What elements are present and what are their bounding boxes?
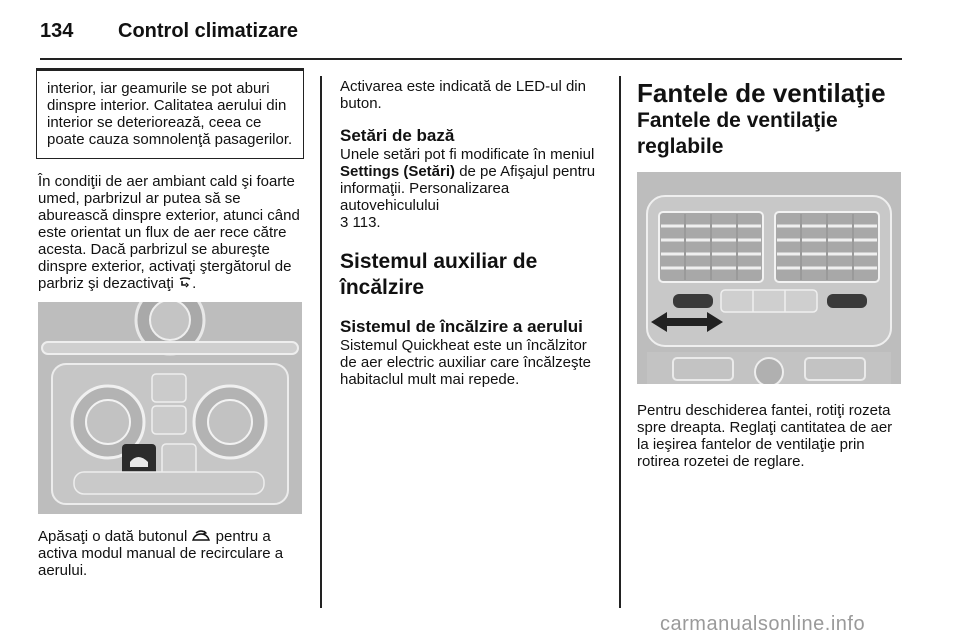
chapter-title: Control climatizare	[118, 20, 299, 42]
basic-settings-text-a: Unele setări pot fi modificate în meniul	[340, 146, 595, 163]
page-reference: 113.	[352, 214, 381, 231]
column-3	[637, 78, 905, 470]
windscreen-air-icon	[178, 276, 192, 290]
settings-menu-label: Settings (Setări)	[340, 163, 456, 180]
heading-basic-settings: Setări de bază	[340, 126, 455, 145]
heading-air-vents: Fantele de ventilaţie	[637, 78, 886, 108]
basic-settings-text-b: de pe Afişajul pentru informaţii. Personalizarea autovehiculului	[340, 163, 596, 214]
climate-control-panel-figure	[38, 302, 302, 514]
note-text: interior, iar geamurile se pot aburi dinspre interior. Calitatea aerului din interior se deteriorează, ceea ce poate cauza somnolenţă pasagerilor.	[47, 80, 293, 148]
recirculation-car-icon	[191, 530, 211, 543]
paragraph-recirculation-text-a: Apăsaţi o dată butonul	[38, 528, 188, 545]
note-box	[36, 68, 304, 159]
page-ref-arrow-icon: 3	[340, 214, 349, 231]
column-divider	[619, 76, 621, 608]
heading-adjustable-vents: Fantele de ventilaţie reglabile	[637, 109, 838, 158]
column-divider	[320, 76, 322, 608]
column-2	[340, 78, 605, 388]
paragraph-recirculation	[38, 528, 306, 579]
paragraph-recirculation-text-b: pentru a activa modul manual de recirculare a aerului.	[38, 528, 284, 579]
heading-air-heating: Sistemul de încălzire a aerului	[340, 317, 583, 336]
paragraph-windscreen: În condiţii de aer ambiant cald şi foarte umed, parbrizul ar putea să se aburească dinspre exterior, atunci când este orientat un flux de aer rece către acesta. Dacă parbrizul se abureşte dinspre exterior, activaţi ştergătorul de parbriz şi dezactivaţi .	[38, 173, 300, 292]
vents-paragraph: Pentru deschiderea fantei, rotiţi rozeta spre dreapta. Reglaţi cantitatea de aer la ieşirea fantelor de ventilaţie prin rotirea rozetei de reglare.	[637, 402, 893, 470]
page-header	[40, 16, 920, 56]
climate-panel-illustration	[38, 302, 302, 514]
header-rule	[40, 58, 902, 60]
rear-vents-illustration	[637, 172, 901, 384]
column-1	[38, 68, 306, 579]
led-paragraph: Activarea este indicată de LED-ul din buton.	[340, 78, 586, 112]
page-number: 134	[40, 20, 74, 42]
rear-vents-figure	[637, 172, 901, 384]
air-heating-paragraph: Sistemul Quickheat este un încălzitor de aer electric auxiliar care încălzeşte habitaclul mult mai repede.	[340, 337, 591, 388]
paragraph-windscreen-text: În condiţii de aer ambiant cald şi foarte umed, parbrizul ar putea să se aburească dinspre exterior, atunci când este orientat un flux de aer rece către acesta. Dacă parbrizul se abureşte dinspre exterior, activaţi ştergătorul de parbriz şi dezactivaţi	[38, 173, 300, 292]
heading-aux-heating: Sistemul auxiliar de încălzire	[340, 250, 538, 299]
basic-settings-paragraph	[340, 146, 605, 231]
watermark: carmanualsonline.info	[660, 613, 866, 635]
